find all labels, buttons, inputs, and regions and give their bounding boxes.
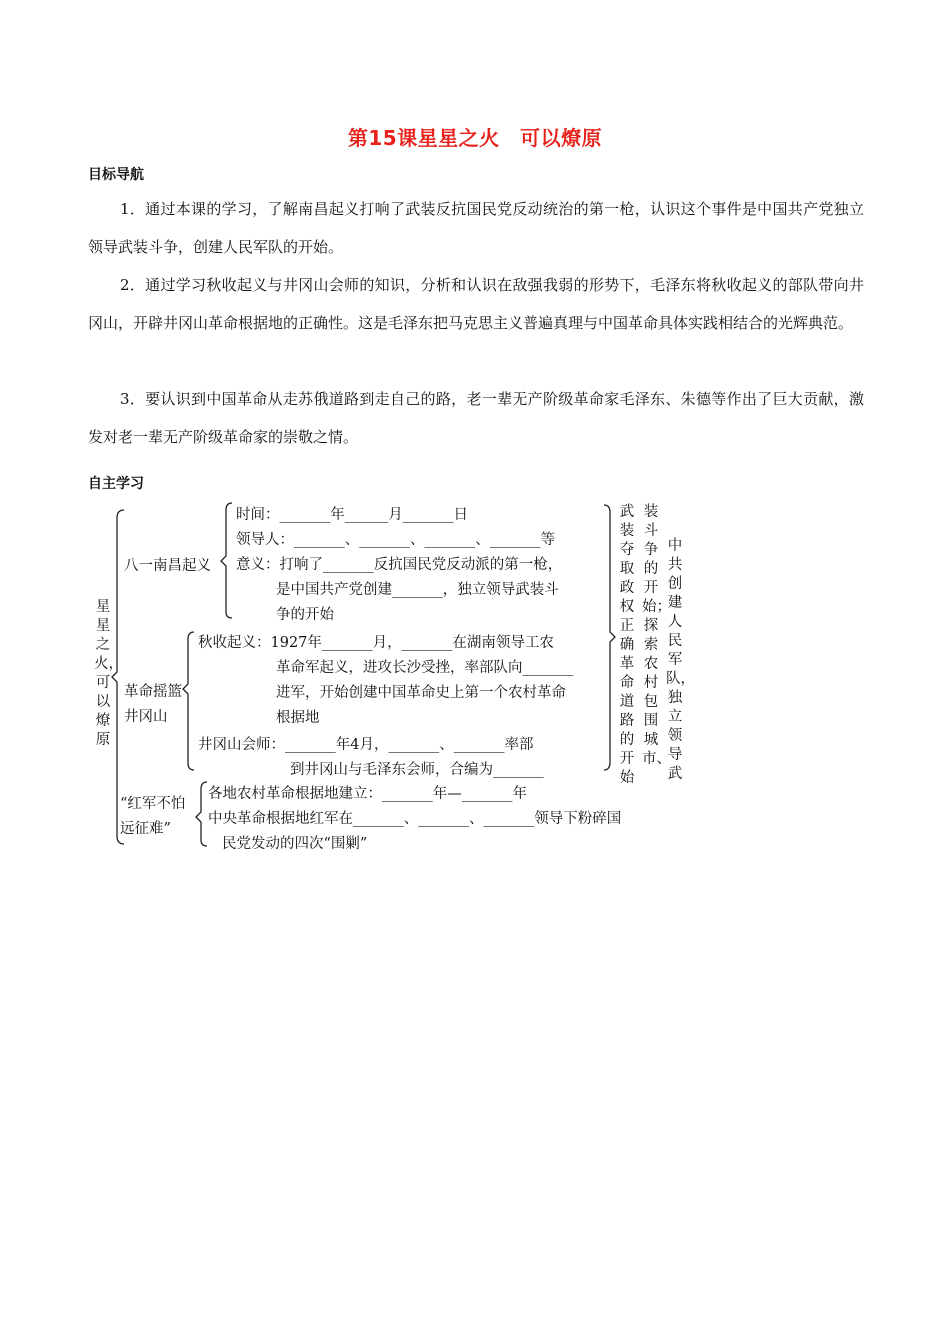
- nanchang-meaning-3: 争的开始: [276, 607, 334, 623]
- study-heading: 自主学习: [88, 476, 144, 492]
- redarmy-line-1: 各地农村革命根据地建立：_______年—_______年: [208, 786, 527, 802]
- side-text-2: 装斗争的开始；探索农村包围城市、: [642, 504, 671, 767]
- redarmy-label-1: “红军不怕: [120, 796, 186, 812]
- nanchang-meaning-1: 意义：打响了_______反抗国民党反动派的第一枪，: [236, 557, 563, 573]
- jinggang-label-2: 井冈山: [124, 709, 168, 725]
- page-title: 第15课星星之火 可以燎原: [347, 126, 603, 150]
- nanchang-bracket: [221, 503, 232, 618]
- redarmy-bracket: [196, 782, 207, 846]
- nanchang-leaders: 领导人：_______、_______、_______、_______等: [236, 532, 555, 548]
- goal-item-3: 3．要认识到中国革命从走苏俄道路到走自己的路，老一辈无产阶级革命家毛泽东、朱德等作出了巨大贡献，激发对老一辈无产阶级革命家的崇敬之情。: [88, 390, 864, 446]
- autumn-uprising-3: 进军，开始创建中国革命史上第一个农村革命: [276, 685, 566, 701]
- goal-item-2: 2．通过学习秋收起义与井冈山会师的知识，分析和认识在敌强我弱的形势下，毛泽东将秋收起义的部队带向井冈山，开辟井冈山革命根据地的正确性。这是毛泽东把马克思主义普遍真理与中国革命具体实践相结合的光辉典范。: [88, 276, 864, 332]
- autumn-uprising-4: 根据地: [276, 710, 320, 726]
- goals-heading: 目标导航: [88, 167, 144, 183]
- redarmy-line-2: 中央革命根据地红军在_______、_______、_______领导下粉碎国: [208, 811, 622, 827]
- nanchang-time: 时间：_______年______月_______日: [236, 507, 468, 523]
- right-bracket: [604, 505, 615, 770]
- redarmy-line-3: 民党发动的四次“围剿”: [222, 836, 368, 852]
- root-label: 星星之火，可以燎原: [94, 599, 123, 748]
- nanchang-label: 八一南昌起义: [124, 558, 211, 574]
- jinggang-meeting-1: 井冈山会师：_______年4月，_______、_______率部: [198, 737, 534, 753]
- jinggang-meeting-2: 到井冈山与毛泽东会师，合编为_______: [290, 762, 544, 778]
- redarmy-label-2: 远征难”: [120, 821, 171, 837]
- side-text-3: 中共创建人民军队，独立领导武: [666, 538, 695, 782]
- autumn-uprising-2: 革命军起义，进攻长沙受挫，率部队向_______: [276, 660, 574, 676]
- jinggang-label-1: 革命摇篮: [124, 684, 182, 700]
- goal-item-1: 1．通过本课的学习，了解南昌起义打响了武装反抗国民党反动统治的第一枪，认识这个事件是中国共产党独立领导武装斗争，创建人民军队的开始。: [88, 200, 864, 256]
- jinggang-bracket: [183, 632, 194, 770]
- nanchang-meaning-2: 是中国共产党创建_______，独立领导武装斗: [276, 582, 559, 598]
- side-text-1: 武装夺取政权正确革命道路的开始: [619, 504, 635, 786]
- autumn-uprising-1: 秋收起义：1927年_______月，_______在湖南领导工农: [198, 635, 554, 651]
